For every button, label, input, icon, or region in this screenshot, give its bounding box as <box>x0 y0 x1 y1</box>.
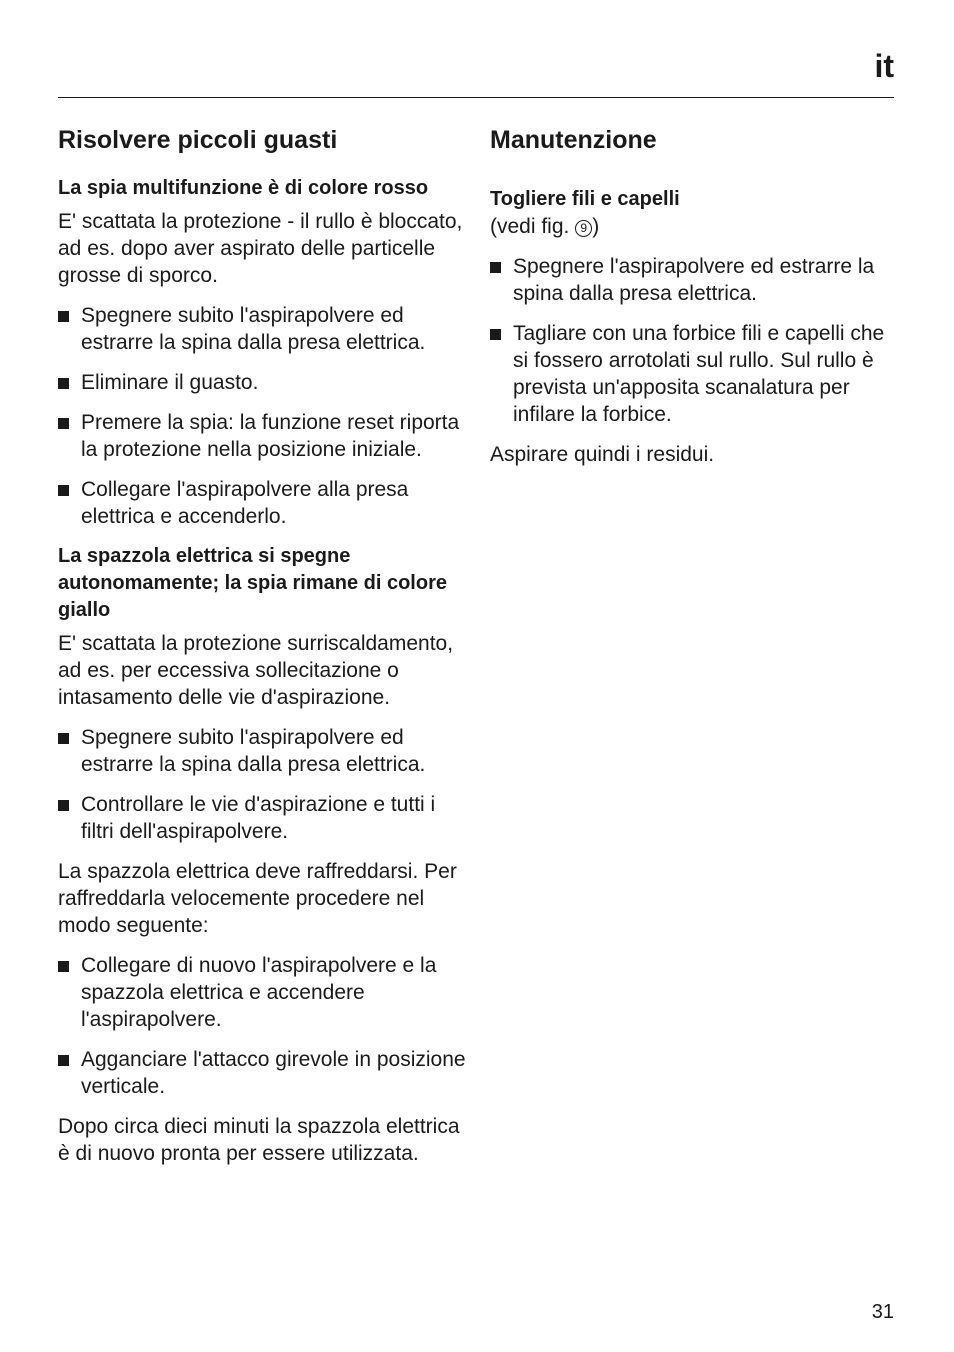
paragraph: La spazzola elettrica deve raffreddarsi. Per raffreddarla velocemente procedere nel modo seguente: <box>58 860 457 937</box>
bullet-list <box>490 253 900 428</box>
header-rule <box>58 97 894 98</box>
bullet-list <box>58 302 468 530</box>
paragraph: Aspirare quindi i residui. <box>490 443 715 466</box>
paragraph: E' scattata la protezione - il rullo è bloccato, ad es. dopo aver aspirato delle particelle grosse di sporco. <box>58 210 463 287</box>
list-item: Premere la spia: la funzione reset riporta la protezione nella posizione iniziale. <box>58 409 468 463</box>
list-item: Spegnere subito l'aspirapolvere ed estrarre la spina dalla presa elettrica. <box>58 302 468 356</box>
figure-number-circled: 9 <box>575 220 592 237</box>
bullet-list <box>58 724 468 845</box>
bullet-list <box>58 952 468 1100</box>
left-column <box>58 122 468 1180</box>
figure-reference <box>490 213 900 240</box>
section-title-maintenance: Manutenzione <box>490 126 657 154</box>
paragraph: Dopo circa dieci minuti la spazzola elettrica è di nuovo pronta per essere utilizzata. <box>58 1115 460 1165</box>
subsection-heading-brush-stops: La spazzola elettrica si spegne autonomamente; la spia rimane di colore giallo <box>58 545 447 621</box>
right-column <box>490 122 900 481</box>
list-item: Eliminare il guasto. <box>58 369 468 396</box>
list-item: Collegare l'aspirapolvere alla presa elettrica e accenderlo. <box>58 476 468 530</box>
language-code: it <box>874 48 894 84</box>
figure-reference-prefix: (vedi fig. <box>490 215 576 238</box>
paragraph: E' scattata la protezione surriscaldamento, ad es. per eccessiva sollecitazione o intasamento delle vie d'aspirazione. <box>58 632 454 709</box>
page-number: 31 <box>871 1301 894 1323</box>
list-item: Spegnere subito l'aspirapolvere ed estrarre la spina dalla presa elettrica. <box>58 724 468 778</box>
list-item: Controllare le vie d'aspirazione e tutti i filtri dell'aspirapolvere. <box>58 791 468 845</box>
list-item: Agganciare l'attacco girevole in posizione verticale. <box>58 1046 468 1100</box>
list-item: Spegnere l'aspirapolvere ed estrarre la spina dalla presa elettrica. <box>490 253 900 307</box>
subsection-heading-remove-hair: Togliere fili e capelli <box>490 188 680 210</box>
figure-reference-suffix: ) <box>592 215 600 238</box>
list-item: Tagliare con una forbice fili e capelli che si fossero arrotolati sul rullo. Sul rullo è prevista un'apposita scanalatura per infilare la forbice. <box>490 320 900 428</box>
subsection-heading-red-light: La spia multifunzione è di colore rosso <box>58 177 429 199</box>
section-title-troubleshooting: Risolvere piccoli guasti <box>58 126 338 154</box>
list-item: Collegare di nuovo l'aspirapolvere e la spazzola elettrica e accendere l'aspirapolvere. <box>58 952 468 1033</box>
